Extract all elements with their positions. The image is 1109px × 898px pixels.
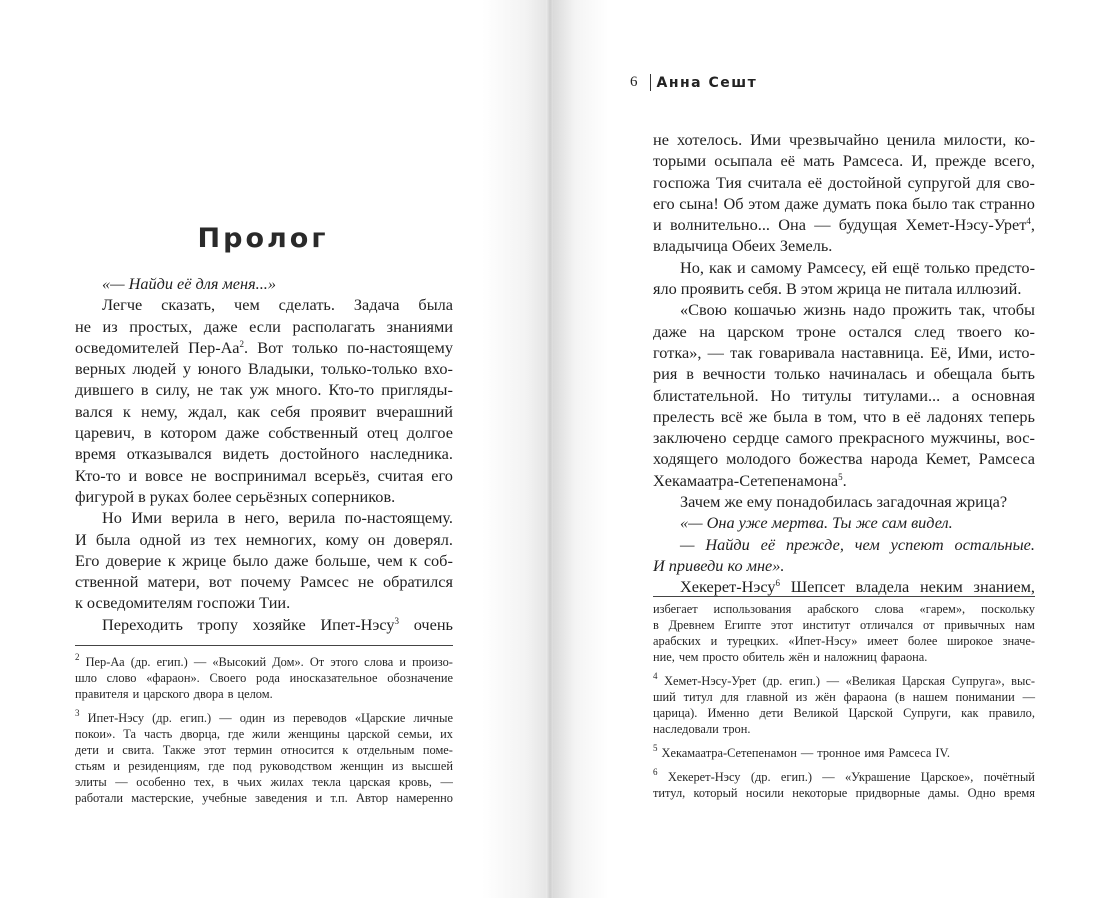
paragraph (75, 294, 453, 507)
paragraph (653, 534, 1035, 577)
footnote-line: стьям и резиденциям, где под руководством женщин из высшей (75, 759, 453, 773)
paragraph (75, 507, 453, 613)
text-line: «— Она уже мертва. Ты же сам видел. (680, 513, 953, 533)
text-line: Легче сказать, чем сделать. Задача была (102, 295, 453, 315)
text-line: царевич, в котором даже собственный отец долгое (75, 423, 453, 443)
footnote-line: арабских и турецких. «Ипет-Нэсу» имеет более широкое значе- (653, 634, 1035, 648)
author-name: Анна Сешт (656, 74, 758, 91)
left-page (0, 0, 548, 898)
running-head (630, 74, 757, 91)
footnote-line: наследовали трон. (653, 722, 751, 736)
text-line: осведомителей Пер-$Аа^2$. Вот только по-настоящему (75, 337, 453, 357)
text-line: не из простых, даже если располагать знаниями (75, 316, 453, 336)
text-line: — Найди её прежде, чем успеют остальные. (680, 534, 1035, 554)
text-line: Его доверие к жрице было даже больше, чем к соб- (75, 550, 453, 570)
text-line: владычица Обеих Земель. (653, 236, 833, 256)
footnote-divider (75, 645, 453, 646)
footnote (653, 601, 1035, 665)
text-line: Но, как и самому Рамсесу, ей ещё только предсто- (680, 257, 1035, 277)
text-line: ходящего молодого божества народа Кемет, Рамсеса (653, 449, 1035, 469)
footnote-line: $^5$ Хекамаатра-Сетепенамон — тронное имя Рамсеса IV. (653, 743, 950, 760)
footnote-line: $^3$ Ипет-Нэсу (др. егип.) — один из переводов «Царские личные (75, 708, 453, 725)
footnote-line: ние, чем просто обитель жён и наложниц фараона. (653, 650, 928, 664)
paragraph (653, 129, 1035, 257)
text-line: заключено сердце самого прекрасного мужчины, вос- (653, 428, 1035, 448)
footnote (653, 745, 1035, 761)
right-body-text (653, 129, 1035, 598)
text-line: время отказывался видеть достойного наследника. (75, 444, 453, 464)
text-line: Зачем же ему понадобилась загадочная жрица? (680, 492, 1008, 512)
footnote-line: правителя и царского двора в целом. (75, 687, 273, 701)
text-line: рия в вечности только начиналась и обещала быть (653, 364, 1035, 384)
text-line: госпожа Тия считала её достойной супругой для сво- (653, 172, 1035, 192)
text-line: и волнительно... Она — будущая Хемет-Нэсу-Урет$^4$, (653, 215, 1035, 235)
paragraph (653, 512, 1035, 533)
text-line: не хотелось. Ими чрезвычайно ценила милости, ко- (653, 130, 1035, 149)
footnote (653, 673, 1035, 737)
paragraph (653, 299, 1035, 491)
footnote-line: ший титул для главной из жён фараона (в нашем понимании — (653, 690, 1035, 704)
page-number: 6 (630, 74, 638, 90)
footnote-line: $^2$ Пер-Аа (др. егип.) — «Высокий Дом». От этого слова и произо- (75, 652, 453, 669)
text-line: И была одной из тех немногих, кому он доверял. (75, 529, 453, 549)
footnote-line: шло слово «фараон». Своего рода иносказательное обозначение (75, 671, 453, 685)
footnote-line: $^6$ Хекерет-Нэсу (др. егип.) — «Украшение Царское», почётный (653, 767, 1035, 784)
text-line: прелесть всё же была в том, что в её ладонях теперь (653, 406, 1035, 426)
text-line: Кто-то и вовсе не воспринимал всерьёз, считая его (75, 465, 453, 485)
text-line: «Свою кошачью жизнь надо прожить так, чтобы (680, 300, 1035, 320)
text-line: фигурой в руках более серьёзных соперников. (75, 486, 396, 506)
text-line: Но Ими верила в него, верила по-настоящему. (102, 508, 453, 528)
footnote-line: царица). Именно дети Великой Царской Супруги, как правило, (653, 706, 1035, 720)
footnote (75, 654, 453, 702)
footnote (75, 710, 453, 806)
text-line: верных людей у юного Владыки, только-только вхо- (75, 359, 453, 379)
text-line: блистательной. Но титулы титулами... а основная (653, 385, 1035, 405)
footnote-line: покои». Та часть дворца, где жили женщины царской семьи, их (75, 727, 453, 741)
paragraph (75, 614, 453, 635)
text-line: яло проявить себя. В этом жрица не питала иллюзий. (653, 279, 1022, 299)
paragraph (75, 273, 453, 294)
text-line: вался к нему, ждал, как себя проявит вчерашний (75, 401, 453, 421)
text-line: дившего в силу, не так уж много. Кто-то пригляды- (75, 380, 453, 400)
paragraph (653, 257, 1035, 300)
text-line: И приведи ко мне». (653, 555, 785, 575)
footnote-line: работали мастерские, учебные заведения и т.п. Автор намеренно (75, 791, 453, 805)
footnote-line: в Древнем Египте этот институт отличался от привычных нам (653, 618, 1035, 632)
footnote-line: титул, который носили некоторые придворные дамы. Одно время (653, 786, 1035, 800)
running-head-divider (650, 74, 651, 91)
footnote-line: элиты — особенно тех, в чьих жилах текла царская кровь, — (75, 775, 453, 789)
text-line: даже на царском троне остался след твоего ко- (653, 321, 1035, 341)
text-line: готка», — так говаривала наставница. Её, Ими, исто- (653, 342, 1035, 362)
text-line: Хекерет-Нэсу$^6$ Шепсет владела неким знанием, (680, 577, 1035, 597)
text-line: к осведомителям госпожи Тии. (75, 593, 291, 613)
text-line: «— Найди её для меня...» (102, 274, 277, 293)
text-line: Хекамаатра-Сетепенамона$^5$. (653, 470, 847, 490)
chapter-title: Пролог (197, 223, 329, 254)
footnote-line: $^4$ Хемет-Нэсу-Урет (др. егип.) — «Великая Царская Супруга», выс- (653, 671, 1035, 688)
left-footnotes (75, 654, 453, 814)
text-line: ственной матери, вот почему Рамсес не обратился (75, 572, 453, 592)
footnote-divider (653, 596, 1035, 597)
footnote-line: избегает использования арабского слова «гарем», поскольку (653, 602, 1035, 616)
paragraph (653, 491, 1035, 512)
left-body-text (75, 273, 453, 635)
text-line: торыми осыпала её мать Рамсеса. И, прежде всего, (653, 151, 1035, 171)
footnote (653, 769, 1035, 801)
paragraph (653, 576, 1035, 597)
right-footnotes (653, 601, 1035, 809)
text-line: его сына! Об этом даже думать пока было так странно (653, 193, 1035, 213)
footnote-line: дети и свита. Также этот термин относится к отдельным поме- (75, 743, 453, 757)
text-line: Переходить тропу хозяйке Ипет-Нэсу$^3$ очень (102, 614, 453, 634)
